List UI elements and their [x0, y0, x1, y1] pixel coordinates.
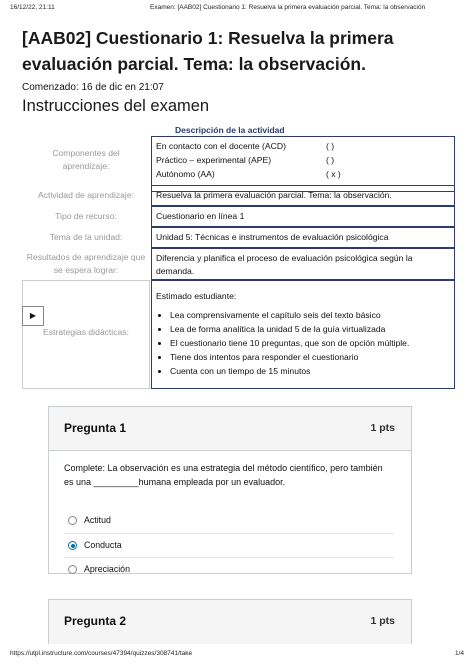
section-title: Instrucciones del examen [22, 97, 210, 115]
question-points: 1 pts [370, 422, 395, 434]
list-item: • El cuestionario tiene 10 preguntas, que son de opción múltiple. [170, 336, 450, 350]
answer-label: Conducta [84, 540, 122, 550]
list-item: • Lea de forma analítica la unidad 5 de la guía virtualizada [170, 322, 450, 336]
strategies-value [151, 280, 455, 389]
activity-table [22, 136, 455, 390]
print-header [10, 4, 464, 16]
component-name: Práctico – experimental (APE) [156, 155, 272, 165]
question-card [48, 599, 412, 644]
table-row [22, 248, 455, 280]
radio-button[interactable] [68, 516, 77, 525]
unit-topic-label: Tema de la unidad: [49, 232, 123, 242]
component-item [156, 154, 450, 168]
component-name: Autónomo (AA) [156, 169, 215, 179]
strategies-list [156, 308, 450, 378]
components-label: Componentes del aprendizaje: [52, 148, 120, 171]
resource-type-label: Tipo de recurso: [55, 211, 117, 221]
component-mark: ( x ) [326, 169, 341, 179]
resource-type-value: Cuestionario en línea 1 [151, 206, 455, 227]
answer-option[interactable] [64, 509, 394, 533]
strategies-label: Estrategias didácticas: [43, 327, 129, 337]
answer-label: Actitud [84, 515, 111, 525]
play-button[interactable]: ▶ [22, 306, 44, 326]
question-title: Pregunta 2 [64, 614, 127, 628]
component-name: En contacto con el docente (ACD) [156, 141, 286, 151]
component-mark: ( ) [326, 141, 335, 151]
components-value [151, 136, 455, 192]
table-row [22, 185, 455, 205]
question-card [48, 406, 412, 574]
list-item: • Cuenta con un tiempo de 15 minutos [170, 364, 450, 378]
question-points: 1 pts [370, 615, 395, 627]
question-title: Pregunta 1 [64, 421, 127, 435]
table-row [22, 206, 455, 226]
list-item: • Lea comprensivamente el capítulo seis del texto básico [170, 308, 450, 322]
activity-label: Actividad de aprendizaje: [37, 190, 135, 200]
table-row [22, 227, 455, 247]
component-item [156, 168, 450, 182]
print-title: Examen: [AAB02] Cuestionario 1: Resuelva la primera evaluación parcial. Tema: la observación [150, 4, 426, 11]
radio-button[interactable] [68, 565, 77, 574]
answer-option[interactable] [64, 533, 394, 557]
strategies-intro: Estimado estudiante: [156, 291, 237, 301]
outcomes-label: Resultados de aprendizaje que se espera lograr: [26, 252, 146, 275]
activity-description-header: Descripción de la actividad [175, 125, 285, 135]
radio-button-selected[interactable] [68, 541, 77, 550]
activity-value: Resuelva la primera evaluación parcial. Tema: la observación. [151, 185, 455, 206]
component-mark: ( ) [326, 155, 335, 165]
unit-topic-value: Unidad 5: Técnicas e instrumentos de evaluación psicológica [151, 227, 455, 248]
started-timestamp: Comenzado: 16 de dic en 21:07 [22, 82, 164, 93]
print-date: 16/12/22, 21:11 [10, 4, 55, 11]
print-url: https://utpl.instructure.com/courses/47394/quizzes/308741/take [10, 650, 193, 657]
page-number: 1/4 [454, 650, 464, 657]
answer-label: Apreciación [84, 564, 130, 574]
page-title: [AAB02] Cuestionario 1: Resuelva la primera evaluación parcial. Tema: la observación. [22, 28, 394, 74]
component-item [156, 140, 450, 154]
table-row [22, 136, 455, 192]
print-footer [10, 650, 464, 660]
question-header [49, 407, 411, 451]
list-item: • Tiene dos intentos para responder el cuestionario [170, 350, 450, 364]
question-text: Complete: La observación es una estrategia del método científico, pero también es una _________humana empleada por un evaluador. [64, 463, 383, 487]
question-header [49, 600, 411, 644]
answer-list [64, 509, 394, 581]
answer-option[interactable] [64, 557, 394, 581]
outcomes-value: Diferencia y planifica el proceso de evaluación psicológica según la demanda. [151, 248, 455, 280]
table-row [22, 280, 455, 389]
